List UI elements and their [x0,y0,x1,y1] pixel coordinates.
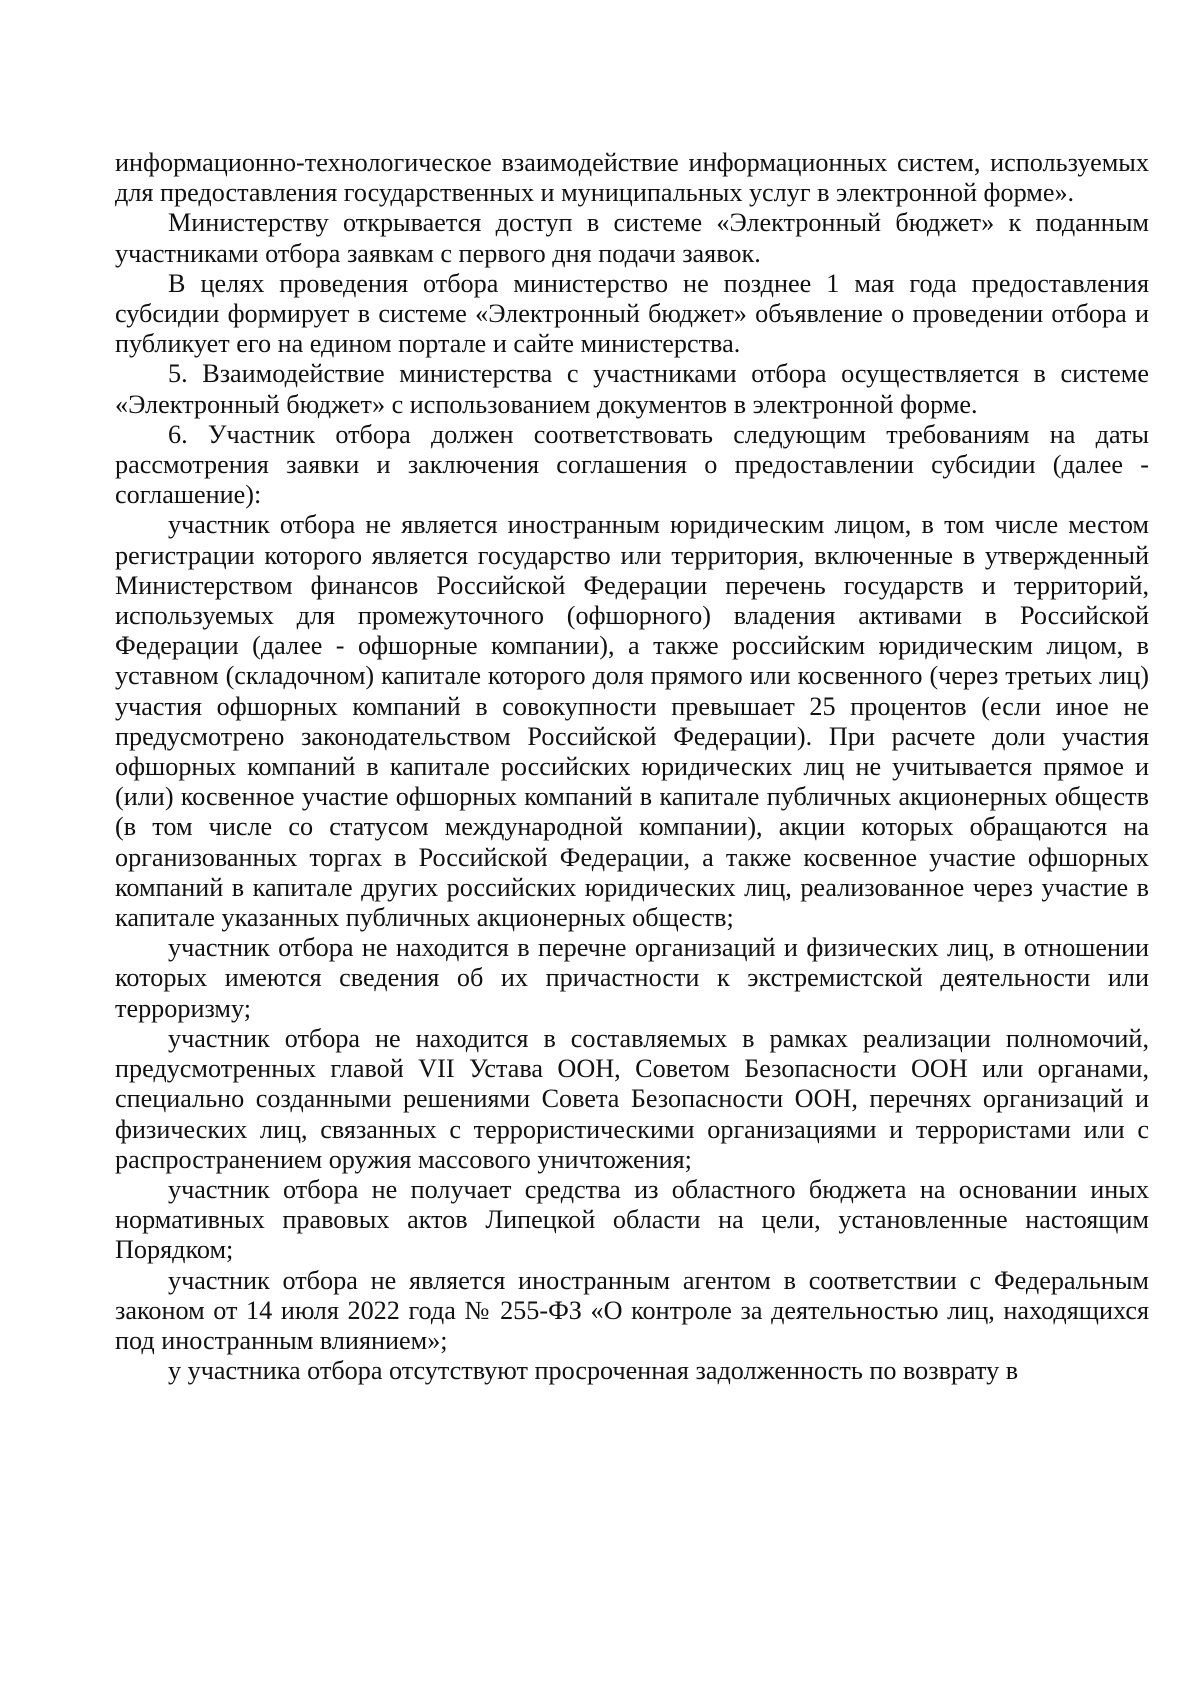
paragraph-requirement-regional-budget: участник отбора не получает средства из областного бюджета на основании иных нормативных правовых актов Липецкой области на цели, установленные настоящим Порядком; [115,1174,1149,1265]
paragraph-announcement: В целях проведения отбора министерство не позднее 1 мая года предоставления субсидии формирует в системе «Электронный бюджет» объявление о проведении отбора и публикует его на едином портале и сайте министерства. [115,268,1149,359]
paragraph-requirement-extremism: участник отбора не находится в перечне организаций и физических лиц, в отношении которых имеются сведения об их причастности к экстремистской деятельности или терроризму; [115,933,1149,1023]
paragraph-requirement-un-lists: участник отбора не находится в составляемых в рамках реализации полномочий, предусмотренных главой VII Устава ООН, Советом Безопасности ООН или органами, специально созданными решениями Совета Безопасности ООН, перечнях организаций и физических лиц, связанных с террористическими организациями и террористами или с распространением оружия массового уничтожения; [115,1023,1149,1174]
document-page [115,148,1149,1386]
paragraph-continuation: информационно-технологическое взаимодействие информационных систем, используемых для предоставления государственных и муниципальных услуг в электронной форме». [115,148,1149,208]
paragraph-requirement-foreign-agent: участник отбора не является иностранным агентом в соответствии с Федеральным законом от 14 июля 2022 года № 255-ФЗ «О контроле за деятельностью лиц, находящихся под иностранным влиянием»; [115,1265,1149,1355]
paragraph-requirement-debt: у участника отбора отсутствуют просроченная задолженность по возврату в [168,1356,1019,1386]
paragraph-item-6: 6. Участник отбора должен соответствовать следующим требованиям на даты рассмотрения заявки и заключения соглашения о предоставлении субсидии (далее - соглашение): [115,419,1149,510]
paragraph-requirement-offshore: участник отбора не является иностранным юридическим лицом, в том числе местом регистрации которого является государство или территория, включенные в утвержденный Министерством финансов Российской Федерации перечень государств и территорий, используемых для промежуточного (офшорного) владения активами в Российской Федерации (далее - офшорные компании), а также российским юридическим лицом, в уставном (складочном) капитале которого доля прямого или косвенного (через третьих лиц) участия офшорных компаний в совокупности превышает 25 процентов (если иное не предусмотрено законодательством Российской Федерации). При расчете доли участия офшорных компаний в капитале российских юридических лиц не учитывается прямое и (или) косвенное участие офшорных компаний в капитале публичных акционерных обществ (в том числе со статусом международной компании), акции которых обращаются на организованных торгах в Российской Федерации, а также косвенное участие офшорных компаний в капитале других российских юридических лиц, реализованное через участие в капитале указанных публичных акционерных обществ; [115,510,1149,933]
paragraph-ministry-access: Министерству открывается доступ в системе «Электронный бюджет» к поданным участниками отбора заявкам с первого дня подачи заявок. [115,208,1149,268]
paragraph-item-5: 5. Взаимодействие министерства с участниками отбора осуществляется в системе «Электронный бюджет» с использованием документов в электронной форме. [115,359,1149,419]
